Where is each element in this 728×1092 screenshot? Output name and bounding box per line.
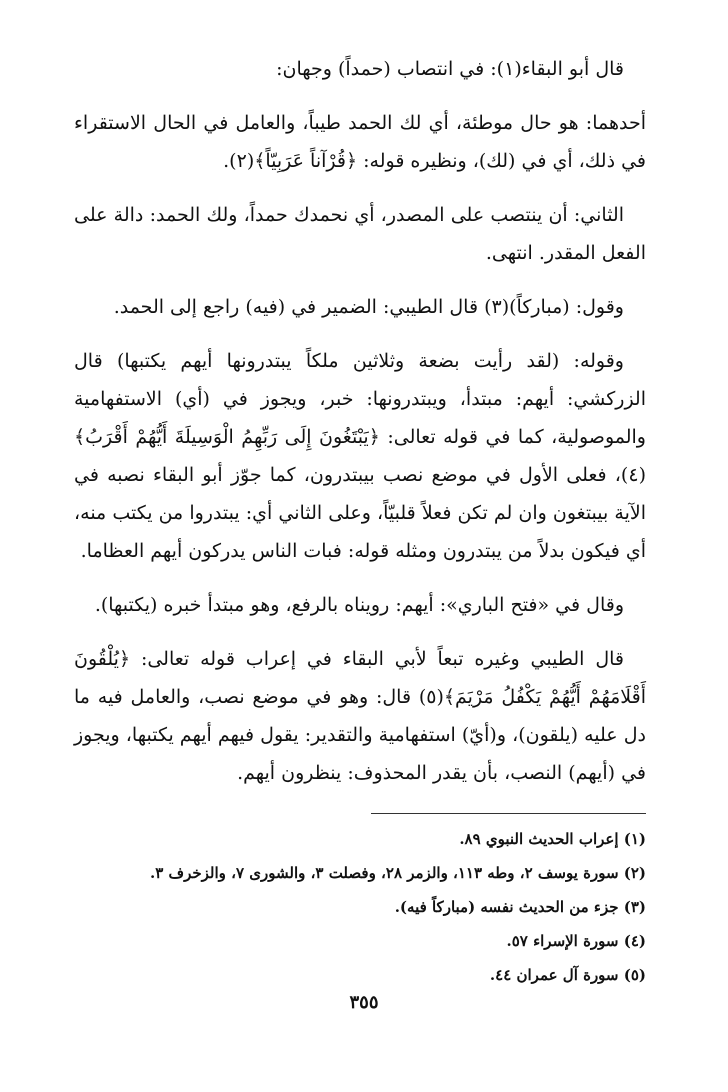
paragraph-6: وقال في «فتح الباري»: أيهم: رويناه بالرفع، وهو مبتدأ خبره (يكتبها).: [94, 594, 624, 616]
paragraph-2: أحدهما: هو حال موطئة، أي لك الحمد طيباً، والعامل في الحال الاستقراء في ذلك، أي في (لك)، ونظيره قوله: ﴿قُرْآناً عَرَبِيّاً﴾(٢).: [74, 112, 646, 172]
footnote-5: (٥) سورة آل عمران ٤٤.: [489, 966, 646, 984]
footnote-2: (٢) سورة يوسف ٢، وطه ١١٣، والزمر ٢٨، وفصلت ٣، والشورى ٧، والزخرف ٣.: [150, 864, 646, 882]
paragraph-4: وقول: (مباركاً)(٣) قال الطيبي: الضمير في (فيه) راجع إلى الحمد.: [113, 296, 624, 318]
paragraph-5: وقوله: (لقد رأيت بضعة وثلاثين ملكاً يبتدرونها أيهم يكتبها) قال الزركشي: أيهم: مبتدأ، ويبتدرونها: خبر، ويجوز في (أي) الاستفهامية والموصولية، كما في قوله تعالى: ﴿يَبْتَغُونَ إِلَى رَبِّهِمُ الْوَسِيلَةَ أَيُّهُمْ أَقْرَبُ﴾(٤)، فعلى الأول في موضع نصب بيبتدرون، كما جوّز أبو البقاء نصبه في الآية بيبتغون وان لم تكن فعلاً قلبيّاً، وعلى الثاني أي: يبتدروا من يكتب منه، أي فيكون بدلاً من يبتدرون ومثله قوله: فبات الناس يدركون أيهم العظاما.: [74, 350, 646, 562]
footnote-1: (١) إعراب الحديث النبوي ٨٩.: [459, 830, 646, 848]
footnote-3: (٣) جزء من الحديث نفسه (مباركاً فيه).: [394, 898, 646, 916]
paragraph-1: قال أبو البقاء(١): في انتصاب (حمداً) وجهان:: [276, 58, 624, 80]
main-text: [74, 50, 646, 808]
paragraph-7: قال الطيبي وغيره تبعاً لأبي البقاء في إعراب قوله تعالى: ﴿يُلْقُونَ أَقْلَامَهُمْ أَيُّهُمْ يَكْفُلُ مَرْيَمَ﴾(٥) قال: وهو في موضع نصب، والعامل فيه ما دل عليه (يلقون)، و(أيّ) استفهامية والتقدير: يقول فيهم أيهم يكتبها، ويجوز في (أيهم) النصب، بأن يقدر المحذوف: ينظرون أيهم.: [74, 648, 646, 784]
paragraph-3: الثاني: أن ينتصب على المصدر، أي نحمدك حمداً، ولك الحمد: دالة على الفعل المقدر. انتهى.: [74, 204, 646, 264]
footnote-4: (٤) سورة الإسراء ٥٧.: [506, 932, 646, 950]
page-number: ٣٥٥: [349, 992, 379, 1013]
footnote-divider: [371, 813, 646, 814]
footnotes: [74, 822, 646, 992]
